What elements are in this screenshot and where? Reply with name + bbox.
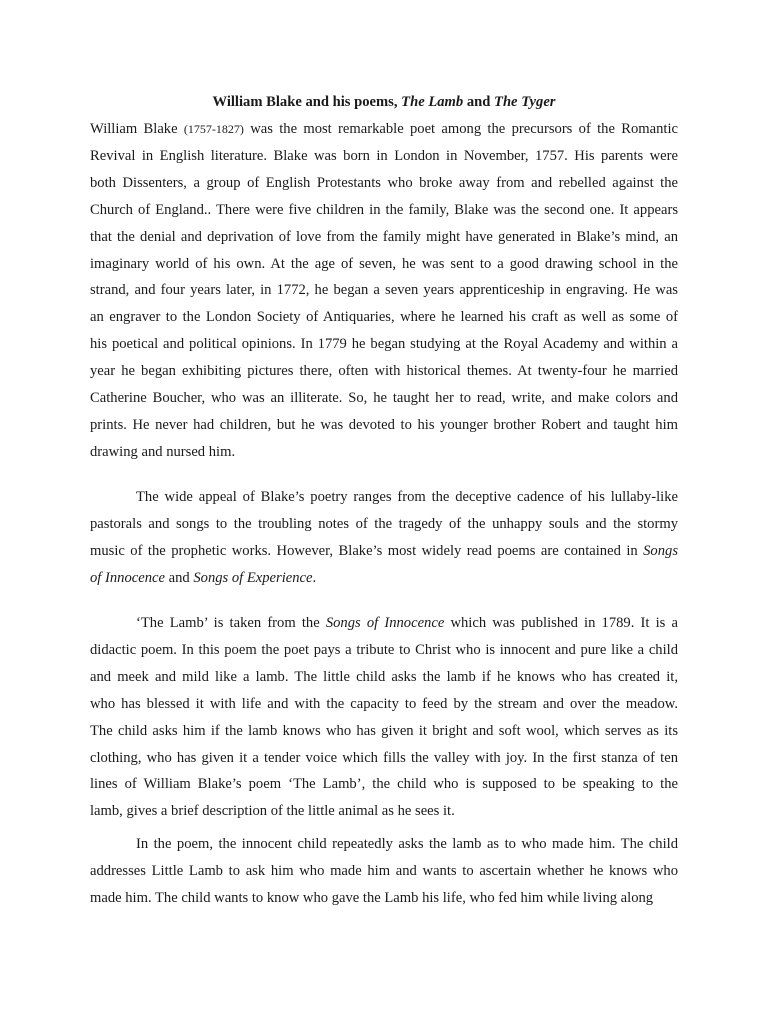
text-segment: clothing, who has given it a tender voice which fills the valley with joy. In the first stanza of ten bbox=[90, 749, 678, 766]
text-segment: and meek and mild like a lamb. The little child asks the lamb if he knows who has created it, bbox=[90, 668, 678, 685]
text-line bbox=[90, 361, 678, 381]
text-line bbox=[90, 200, 678, 220]
text-line bbox=[90, 119, 678, 139]
text-segment: The wide appeal of Blake’s poetry ranges from the deceptive cadence of his lullaby-like bbox=[136, 489, 678, 505]
text-segment: lamb, gives a brief description of the little animal as he sees it. bbox=[90, 803, 455, 820]
text-line bbox=[90, 888, 678, 908]
text-segment: (1757-1827) bbox=[183, 122, 244, 136]
text-line bbox=[90, 514, 678, 534]
text-line bbox=[136, 834, 678, 854]
text-line bbox=[90, 307, 678, 327]
text-line bbox=[90, 388, 678, 408]
text-line bbox=[90, 334, 678, 354]
document-title bbox=[0, 91, 768, 113]
text-segment: ‘The Lamb’ is taken from the bbox=[136, 615, 326, 631]
text-segment: imaginary world of his own. At the age of seven, he was sent to a good drawing school in the bbox=[90, 255, 678, 272]
text-line bbox=[136, 613, 678, 633]
text-segment: drawing and nursed him. bbox=[90, 443, 236, 460]
text-line bbox=[90, 227, 678, 247]
text-line bbox=[90, 721, 678, 741]
text-segment: didactic poem. In this poem the poet pays a tribute to Christ who is innocent and pure like a child bbox=[90, 641, 678, 658]
text-line bbox=[90, 861, 678, 881]
text-segment: his poetical and political opinions. In 1779 he began studying at the Royal Academy and within a bbox=[90, 336, 678, 353]
text-segment: year he began exhibiting pictures there, often with historical themes. At twenty-four he married bbox=[90, 363, 678, 380]
text-line bbox=[90, 280, 678, 300]
text-line bbox=[90, 801, 678, 821]
text-segment: and bbox=[164, 569, 194, 586]
title-lamb: The Lamb bbox=[401, 94, 464, 110]
text-segment: Songs bbox=[643, 542, 678, 559]
title-tyger: The Tyger bbox=[494, 94, 556, 110]
text-line bbox=[90, 640, 678, 660]
text-segment: . bbox=[312, 569, 317, 586]
text-line bbox=[90, 254, 678, 274]
text-segment: Songs of Experience bbox=[193, 569, 313, 586]
text-line bbox=[90, 667, 678, 687]
text-segment: The child asks him if the lamb knows who has given it bright and soft wool, which serves as its bbox=[90, 722, 678, 739]
text-line bbox=[90, 774, 678, 794]
text-line bbox=[90, 415, 678, 435]
text-segment: addresses Little Lamb to ask him who made him and wants to ascertain whether he knows who bbox=[90, 862, 678, 879]
text-line bbox=[136, 487, 678, 507]
text-line bbox=[90, 146, 678, 166]
text-segment: Church of England.. There were five children in the family, Blake was the second one. It appears bbox=[90, 201, 678, 218]
text-segment: which was published in 1789. It is a bbox=[444, 615, 678, 631]
text-segment: that the denial and deprivation of love from the family might have generated in Blake’s mind, an bbox=[90, 228, 678, 245]
text-segment: In the poem, the innocent child repeatedly asks the lamb as to who made him. The child bbox=[136, 836, 678, 852]
text-segment: prints. He never had children, but he was devoted to his younger brother Robert and taught him bbox=[90, 416, 678, 433]
text-line bbox=[90, 568, 678, 588]
text-segment: an engraver to the London Society of Antiquaries, where he learned his craft as well as some of bbox=[90, 309, 678, 326]
text-line bbox=[90, 748, 678, 768]
text-segment: pastorals and songs to the troubling notes of the tragedy of the unhappy souls and the stormy bbox=[90, 515, 678, 532]
title-prefix: William Blake and his poems, bbox=[212, 94, 402, 110]
text-segment: was the most remarkable poet among the precursors of the Romantic bbox=[243, 121, 679, 137]
text-segment: Revival in English literature. Blake was born in London in November, 1757. His parents were bbox=[90, 147, 678, 164]
text-segment: music of the prophetic works. However, Blake’s most widely read poems are contained in bbox=[90, 542, 644, 559]
title-and: and bbox=[463, 94, 495, 110]
text-segment: made him. The child wants to know who gave the Lamb his life, who fed him while living along bbox=[90, 889, 654, 906]
text-segment: lines of William Blake’s poem ‘The Lamb’, the child who is supposed to be speaking to the bbox=[90, 776, 678, 793]
text-segment: who has blessed it with life and with the capacity to feed by the stream and over the meadow. bbox=[90, 695, 678, 712]
text-segment: Songs of Innocence bbox=[325, 615, 445, 631]
text-segment: strand, and four years later, in 1772, he began a seven years apprenticeship in engraving. He was bbox=[90, 282, 678, 299]
text-line bbox=[90, 541, 678, 561]
text-line bbox=[90, 173, 678, 193]
text-segment: of Innocence bbox=[90, 569, 165, 586]
text-line bbox=[90, 694, 678, 714]
text-segment: William Blake bbox=[90, 121, 184, 137]
text-segment: Catherine Boucher, who was an illiterate. So, he taught her to read, write, and make colors and bbox=[90, 390, 678, 406]
text-segment: both Dissenters, a group of English Protestants who broke away from and rebelled against the bbox=[90, 174, 678, 191]
text-line bbox=[90, 442, 678, 462]
